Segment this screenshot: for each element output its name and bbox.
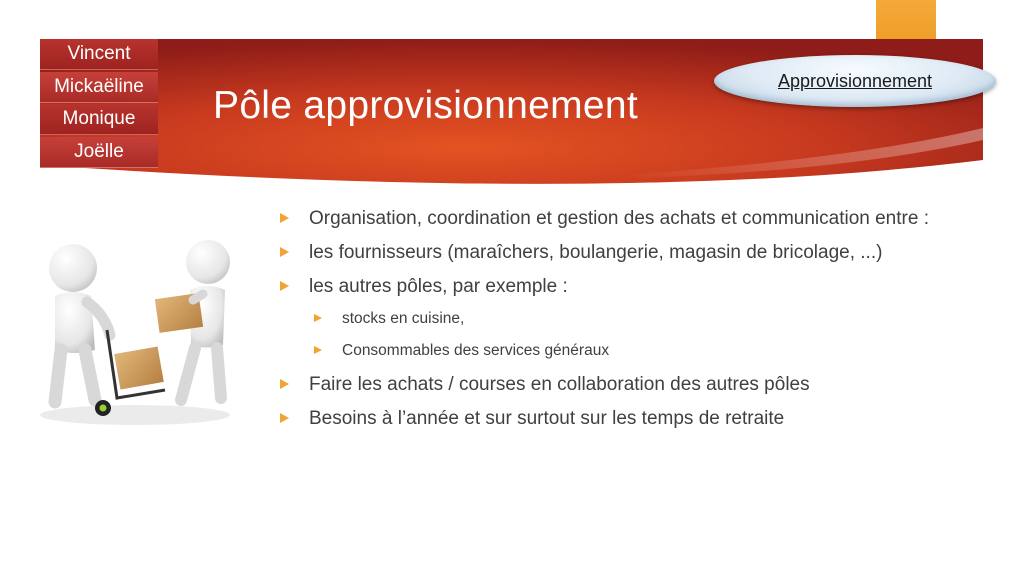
- approvisionnement-nav-button[interactable]: Approvisionnement: [714, 55, 996, 107]
- team-name: Joëlle: [40, 137, 158, 168]
- bullet-text: les fournisseurs (maraîchers, boulangerie, magasin de bricolage, ...): [309, 242, 883, 263]
- slide-title: Pôle approvisionnement: [213, 84, 639, 127]
- bullet-arrow-icon: [280, 213, 289, 223]
- bullet-text: Faire les achats / courses en collaboration des autres pôles: [309, 374, 810, 395]
- team-name: Vincent: [40, 39, 158, 70]
- bullet-item: [280, 241, 940, 264]
- team-names-list: [40, 39, 158, 169]
- team-name: Monique: [40, 104, 158, 135]
- team-name: Mickaëline: [40, 72, 158, 103]
- bullet-arrow-icon: [314, 314, 322, 322]
- bullet-text: Organisation, coordination et gestion des achats et communication entre :: [309, 208, 929, 229]
- bullet-arrow-icon: [280, 247, 289, 257]
- bullet-text: stocks en cuisine,: [342, 310, 465, 327]
- sub-bullet-item: [280, 341, 940, 361]
- bullet-arrow-icon: [280, 379, 289, 389]
- delivery-figures-icon: [25, 230, 245, 430]
- bullet-item: [280, 373, 940, 396]
- bullet-text: les autres pôles, par exemple :: [309, 276, 568, 297]
- bullet-text: Besoins à l’année et sur surtout sur les temps de retraite: [309, 408, 785, 429]
- bullet-item: [280, 275, 940, 298]
- bullet-item: [280, 207, 940, 230]
- bullet-text: Consommables des services généraux: [342, 342, 610, 359]
- sub-bullet-item: [280, 309, 940, 329]
- bullet-arrow-icon: [314, 346, 322, 354]
- bullet-arrow-icon: [280, 281, 289, 291]
- bullet-item: [280, 407, 940, 430]
- bullet-list: [280, 207, 940, 441]
- bullet-arrow-icon: [280, 413, 289, 423]
